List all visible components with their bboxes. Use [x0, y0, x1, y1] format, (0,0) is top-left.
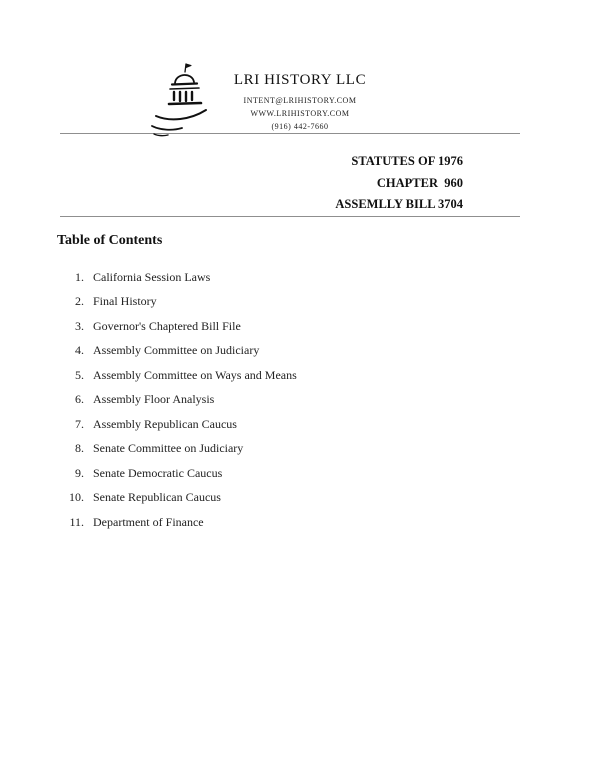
capitol-logo-icon — [144, 58, 220, 142]
chapter-line: CHAPTER 960 — [376, 175, 463, 190]
phone-text: (916) 442-7660 — [271, 122, 329, 131]
toc-item-number: 11. — [69, 514, 84, 529]
toc-item — [58, 271, 600, 284]
toc-item — [58, 418, 600, 431]
toc-item — [58, 442, 600, 455]
bill-line: ASSEMLLY BILL 3704 — [335, 197, 463, 211]
toc-item — [58, 369, 600, 382]
toc-title: Table of Contents — [57, 232, 163, 248]
divider-bottom — [60, 216, 520, 217]
toc-item-number: 3. — [75, 318, 84, 333]
divider-top — [60, 133, 520, 134]
email-text: INTENT@LRIHISTORY.COM — [243, 96, 357, 105]
toc-item-number: 10. — [69, 490, 84, 504]
company-name: LRI HISTORY LLC — [233, 72, 367, 88]
statutes-line: STATUTES OF 1976 — [351, 154, 463, 168]
toc-item-label: Assembly Committee on Ways and Means — [93, 367, 297, 382]
toc-item — [58, 320, 600, 333]
toc-item-label: Governor's Chaptered Bill File — [93, 318, 241, 333]
toc-item-number: 1. — [75, 269, 84, 284]
toc-item — [58, 491, 600, 504]
toc-item — [58, 344, 600, 357]
toc-item-number: 4. — [75, 343, 84, 357]
toc-item-label: Assembly Committee on Judiciary — [93, 343, 260, 357]
toc-item-label: Assembly Republican Caucus — [93, 416, 237, 431]
website-text: WWW.LRIHISTORY.COM — [250, 109, 350, 118]
toc-item-label: Senate Committee on Judiciary — [93, 441, 244, 455]
toc-item — [58, 467, 600, 480]
toc-item-number: 9. — [75, 465, 84, 480]
toc-item — [58, 295, 600, 308]
letterhead — [0, 0, 600, 133]
toc-item — [58, 516, 600, 529]
toc-list — [58, 271, 600, 529]
toc-item-number: 6. — [75, 392, 84, 406]
toc-item-number: 7. — [75, 416, 84, 431]
toc-item-number: 5. — [75, 367, 84, 382]
toc-item-label: Senate Democratic Caucus — [93, 465, 223, 480]
toc-item — [58, 393, 600, 406]
toc-item-label: Final History — [93, 294, 157, 308]
toc-item-number: 2. — [75, 294, 84, 308]
toc-item-label: Senate Republican Caucus — [93, 490, 221, 504]
toc-item-number: 8. — [75, 441, 84, 455]
letterhead-text — [0, 72, 600, 133]
document-info — [0, 151, 463, 216]
toc-item-label: Department of Finance — [93, 514, 204, 529]
toc-item-label: Assembly Floor Analysis — [93, 392, 215, 406]
toc-item-label: California Session Laws — [93, 269, 211, 284]
